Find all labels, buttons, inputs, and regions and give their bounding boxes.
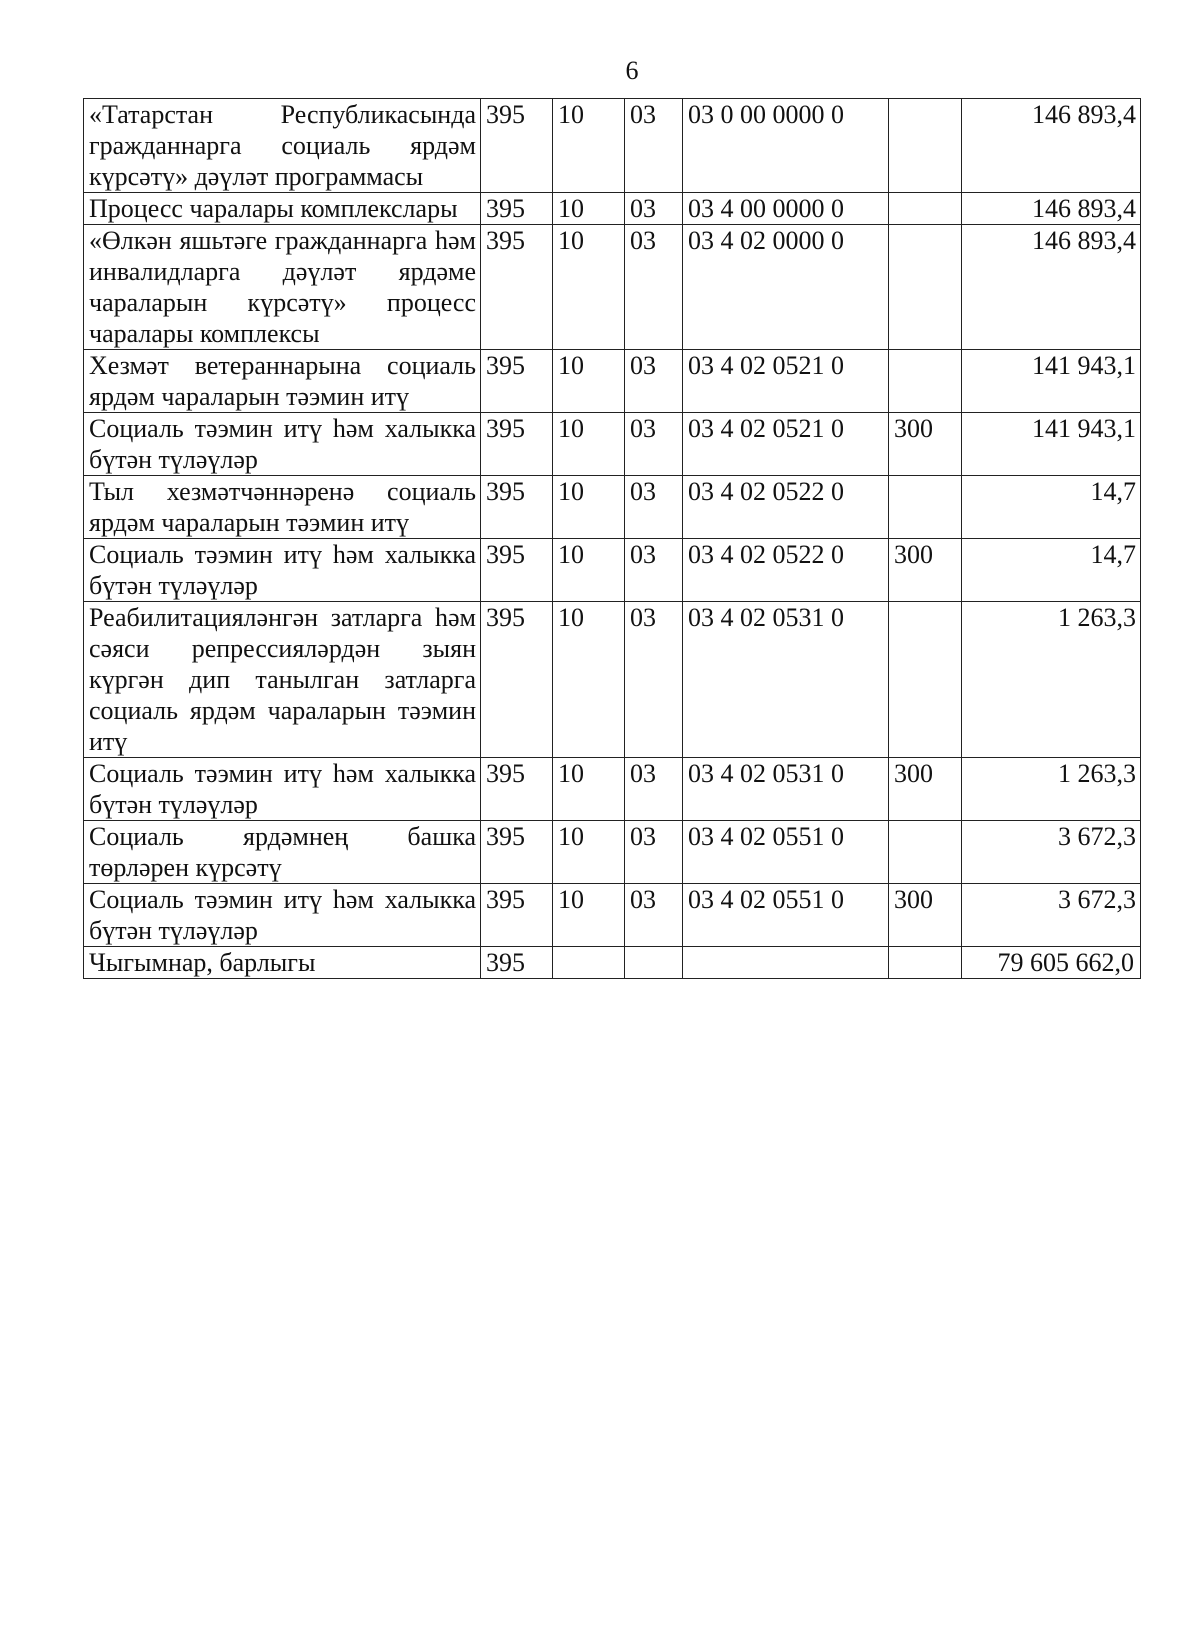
- row-name: Социаль ярдәмнең башка төрләрен күрсәтү: [84, 821, 481, 884]
- row-ved-code: 395: [481, 350, 553, 413]
- row-ved-code: 395: [481, 193, 553, 225]
- total-amount: 79 605 662,0: [962, 947, 1141, 979]
- row-subsection-code: 03: [625, 758, 683, 821]
- row-amount: 146 893,4: [962, 193, 1141, 225]
- table-row: [84, 225, 1141, 350]
- row-name: Социаль тәэмин итү һәм халыкка бүтән түләүләр: [84, 539, 481, 602]
- table-row: [84, 99, 1141, 193]
- row-expense-type-code: [889, 225, 962, 350]
- row-expense-type-code: [889, 193, 962, 225]
- row-name: «Өлкән яшьтәге гражданнарга һәм инвалидларга дәүләт ярдәме чараларын күрсәтү» процесс чаралары комплексы: [84, 225, 481, 350]
- total-expense-type-code: [889, 947, 962, 979]
- row-section-code: 10: [553, 413, 625, 476]
- table-row: [84, 193, 1141, 225]
- row-subsection-code: 03: [625, 602, 683, 758]
- row-target-article-code: 03 4 02 0531 0: [683, 758, 889, 821]
- row-target-article-code: 03 4 02 0551 0: [683, 884, 889, 947]
- row-amount: 1 263,3: [962, 758, 1141, 821]
- total-section-code: [553, 947, 625, 979]
- row-section-code: 10: [553, 350, 625, 413]
- row-ved-code: 395: [481, 99, 553, 193]
- row-section-code: 10: [553, 476, 625, 539]
- budget-table: [83, 98, 1141, 979]
- row-subsection-code: 03: [625, 821, 683, 884]
- row-name: Хезмәт ветераннарына социаль ярдәм чараларын тәэмин итү: [84, 350, 481, 413]
- table-row: [84, 758, 1141, 821]
- row-target-article-code: 03 4 00 0000 0: [683, 193, 889, 225]
- table-row: [84, 821, 1141, 884]
- row-name: Социаль тәэмин итү һәм халыкка бүтән түләүләр: [84, 758, 481, 821]
- row-ved-code: 395: [481, 225, 553, 350]
- row-section-code: 10: [553, 602, 625, 758]
- row-amount: 1 263,3: [962, 602, 1141, 758]
- table-row: [84, 884, 1141, 947]
- row-ved-code: 395: [481, 602, 553, 758]
- row-target-article-code: 03 4 02 0551 0: [683, 821, 889, 884]
- row-target-article-code: 03 4 02 0531 0: [683, 602, 889, 758]
- row-target-article-code: 03 0 00 0000 0: [683, 99, 889, 193]
- row-subsection-code: 03: [625, 413, 683, 476]
- total-target-article-code: [683, 947, 889, 979]
- row-amount: 141 943,1: [962, 413, 1141, 476]
- row-amount: 3 672,3: [962, 821, 1141, 884]
- row-subsection-code: 03: [625, 225, 683, 350]
- row-name: Социаль тәэмин итү һәм халыкка бүтән түләүләр: [84, 413, 481, 476]
- row-subsection-code: 03: [625, 99, 683, 193]
- table-row: [84, 539, 1141, 602]
- row-ved-code: 395: [481, 413, 553, 476]
- row-expense-type-code: [889, 350, 962, 413]
- row-amount: 14,7: [962, 476, 1141, 539]
- row-expense-type-code: 300: [889, 539, 962, 602]
- row-ved-code: 395: [481, 821, 553, 884]
- row-target-article-code: 03 4 02 0000 0: [683, 225, 889, 350]
- row-amount: 141 943,1: [962, 350, 1141, 413]
- row-section-code: 10: [553, 884, 625, 947]
- total-row: [84, 947, 1141, 979]
- row-expense-type-code: [889, 99, 962, 193]
- row-amount: 3 672,3: [962, 884, 1141, 947]
- row-name: Социаль тәэмин итү һәм халыкка бүтән түләүләр: [84, 884, 481, 947]
- row-target-article-code: 03 4 02 0522 0: [683, 539, 889, 602]
- row-expense-type-code: 300: [889, 758, 962, 821]
- row-ved-code: 395: [481, 476, 553, 539]
- row-section-code: 10: [553, 99, 625, 193]
- row-expense-type-code: [889, 821, 962, 884]
- row-amount: 14,7: [962, 539, 1141, 602]
- total-ved-code: 395: [481, 947, 553, 979]
- row-section-code: 10: [553, 758, 625, 821]
- row-section-code: 10: [553, 193, 625, 225]
- row-section-code: 10: [553, 539, 625, 602]
- row-target-article-code: 03 4 02 0521 0: [683, 413, 889, 476]
- row-expense-type-code: 300: [889, 413, 962, 476]
- row-expense-type-code: [889, 476, 962, 539]
- row-subsection-code: 03: [625, 884, 683, 947]
- row-expense-type-code: 300: [889, 884, 962, 947]
- row-ved-code: 395: [481, 758, 553, 821]
- row-amount: 146 893,4: [962, 99, 1141, 193]
- row-target-article-code: 03 4 02 0521 0: [683, 350, 889, 413]
- table-row: [84, 413, 1141, 476]
- table-row: [84, 476, 1141, 539]
- row-subsection-code: 03: [625, 476, 683, 539]
- page-number: 6: [625, 56, 639, 85]
- row-expense-type-code: [889, 602, 962, 758]
- row-section-code: 10: [553, 821, 625, 884]
- row-section-code: 10: [553, 225, 625, 350]
- row-name: Процесс чаралары комплекслары: [84, 193, 481, 225]
- row-target-article-code: 03 4 02 0522 0: [683, 476, 889, 539]
- row-name: Реабилитацияләнгән затларга һәм сәяси репрессияләрдән зыян күргән дип танылган затларга социаль ярдәм чараларын тәэмин итү: [84, 602, 481, 758]
- row-ved-code: 395: [481, 539, 553, 602]
- table-row: [84, 350, 1141, 413]
- row-name: Тыл хезмәтчәннәренә социаль ярдәм чараларын тәэмин итү: [84, 476, 481, 539]
- row-subsection-code: 03: [625, 350, 683, 413]
- row-subsection-code: 03: [625, 539, 683, 602]
- row-ved-code: 395: [481, 884, 553, 947]
- total-subsection-code: [625, 947, 683, 979]
- row-subsection-code: 03: [625, 193, 683, 225]
- table-row: [84, 602, 1141, 758]
- row-amount: 146 893,4: [962, 225, 1141, 350]
- row-name: «Татарстан Республикасында гражданнарга социаль ярдәм күрсәтү» дәүләт программасы: [84, 99, 481, 193]
- total-label: Чыгымнар, барлыгы: [84, 947, 481, 979]
